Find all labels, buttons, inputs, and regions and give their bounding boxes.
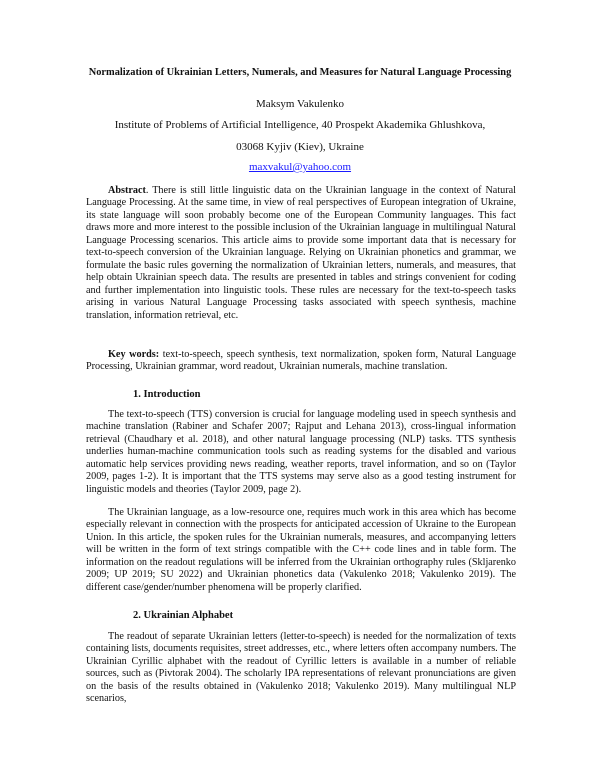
abstract-label: Abstract <box>108 185 146 196</box>
section-heading-alphabet: 2. Ukrainian Alphabet <box>133 610 234 621</box>
abstract-text: . There is still little linguistic data on the Ukrainian language in the context of Natural Language Processing. At the same time, in view of real perspectives of European integration of Ukraine, its state language will soon probably become one of the European Community languages. This fact draws more and more interest to the possible inclusion of the Ukrainian language in multilingual Natural Language Processing scenarios. This article aims to provide some important data that is necessary for text-to-speech conversion of the Ukrainian language. Relying on Ukrainian phonetics and grammar, we formulate the basic rules governing the normalization of Ukrainian letters, numerals, and measures, that help obtain Ukrainian speech data. The results are presented in tables and strings convenient for coding and further implementation into linguistic tools. These rules are necessary for the text-to-speech tasks arising in various Natural Language Processing tasks associated with speech synthesis, machine translation, information retrieval, etc. <box>86 185 516 321</box>
alphabet-paragraph-1: The readout of separate Ukrainian letters (letter-to-speech) is needed for the normalization of texts containing lists, documents requisites, street addresses, etc., where letters often accompany numbers. The Ukrainian Cyrillic alphabet with the readout of Cyrillic letters is available in a number of reliable sources, such as (Pivtorak 2004). The scholarly IPA representations of relevant pronunciations are given on the basis of the results obtained in (Vakulenko 2018; Vakulenko 2019). Many multilingual NLP scenarios, <box>86 631 516 705</box>
keywords-label: Key words: <box>108 349 160 360</box>
author-email-link[interactable]: maxvakul@yahoo.com <box>248 161 352 173</box>
author-address: 03068 Kyjiv (Kiev), Ukraine <box>236 141 364 153</box>
author-institution: Institute of Problems of Artificial Intelligence, 40 Prospekt Akademika Ghlushkova, <box>114 119 486 131</box>
section-heading-introduction: 1. Introduction <box>133 389 201 400</box>
author-name: Maksym Vakulenko <box>255 98 345 110</box>
keywords-text: text-to-speech, speech synthesis, text normalization, spoken form, Natural Language Processing, Ukrainian grammar, word readout, Ukrainian numerals, machine translation. <box>86 349 516 373</box>
keywords-paragraph <box>86 349 516 374</box>
paper-title: Normalization of Ukrainian Letters, Numerals, and Measures for Natural Language Processing <box>88 67 512 78</box>
abstract-paragraph <box>86 185 516 322</box>
intro-paragraph-2: The Ukrainian language, as a low-resource one, requires much work in this area which has become especially relevant in connection with the prospects for anticipated accession of Ukraine to the European Union. In this article, the spoken rules for the Ukrainian numerals, measures, and accompanying letters will be written in the form of text strings compatible with the C++ code lines and in table form. The information on the readout regulations will be inferred from the Ukrainian orthography rules (Skljarenko 2009; UP 2019; SU 2022) and Ukrainian phonetics data (Vakulenko 2018; Vakulenko 2019). The different case/gender/number phenomena will be properly clarified. <box>86 507 516 593</box>
intro-paragraph-1: The text-to-speech (TTS) conversion is crucial for language modeling used in speech synthesis and machine translation (Rabiner and Schafer 2007; Rajput and Lehana 2013), cross-lingual information retrieval (Chaudhary et al. 2018), and other natural language processing (NLP) tasks. TTS synthesis underlies human-machine communication tools such as reading systems for the disabled and various automatic help services providing news reading, weather reports, travel information, and so on (Taylor 2009, pages 1-2). It is important that the TTS systems may serve also as a good testing instrument for linguistic models and theories (Taylor 2009, page 2). <box>86 409 516 495</box>
